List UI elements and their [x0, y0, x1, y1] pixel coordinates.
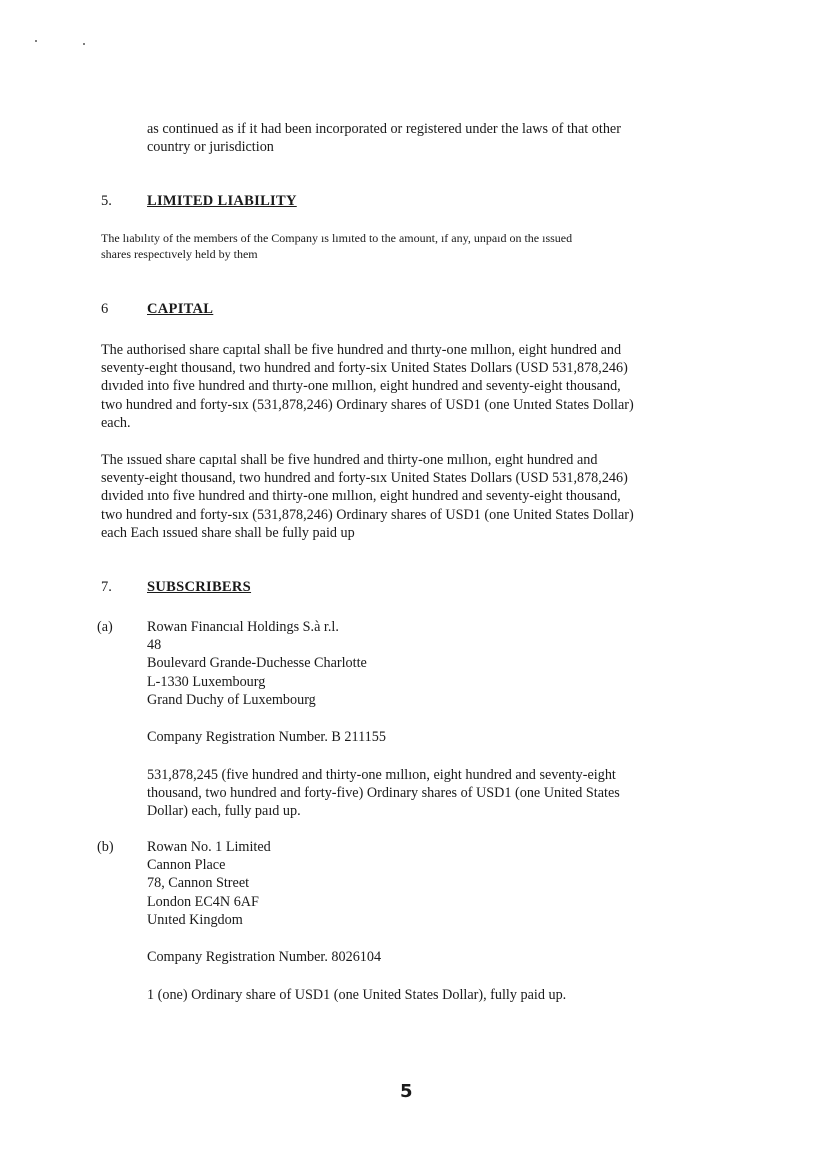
scan-speck: [83, 43, 85, 45]
section-5-line: The lıabılıty of the members of the Company ıs lımıted to the amount, ıf any, unpaıd on the ıssued: [101, 231, 573, 245]
capital-line: seventy-eıght thousand, two hundred and forty-six United States Dollars (USD 531,878,246): [101, 360, 628, 377]
shares-line: thousand, two hundred and forty-five) Ordinary shares of USD1 (one United States: [147, 785, 620, 802]
address-line: Cannon Place: [147, 857, 226, 874]
section-5-title: LIMITED LIABILITY: [147, 193, 297, 209]
shares-line: 1 (one) Ordinary share of USD1 (one United States Dollar), fully paid up.: [147, 987, 567, 1003]
address-line: 48: [147, 637, 162, 654]
address-line: Grand Duchy of Luxembourg: [147, 691, 316, 708]
section-6-title: CAPITAL: [147, 301, 214, 317]
address-line: L-1330 Luxembourg: [147, 673, 266, 690]
capital-line: each Each ıssued share shall be fully paid up: [101, 524, 355, 541]
address-line: Rowan No. 1 Limited: [147, 839, 271, 855]
capital-line: seventy-eight thousand, two hundred and forty-sıx United States Dollars (USD 531,878,246): [101, 470, 628, 487]
address-line: 78, Cannon Street: [147, 875, 250, 892]
intro-paragraph: [147, 120, 707, 156]
capital-line: dıvıded into five hundred and thırty-one mıllıon, eight hundred and seventy-eight thousand,: [101, 378, 621, 395]
scan-speck: [35, 40, 37, 42]
address-line: Rowan Financıal Holdings S.à r.l.: [147, 619, 339, 635]
subscriber-a-address: [147, 618, 707, 709]
subscriber-b-marker: (b): [97, 839, 114, 855]
capital-line: two hundred and forty-sıx (531,878,246) Ordinary shares of USD1 (one United States Dollar): [101, 506, 634, 523]
intro-line: country or jurisdiction: [147, 139, 274, 156]
section-5-line: shares respectıvely held by them: [101, 247, 258, 261]
page-number: 5: [400, 1081, 413, 1102]
section-5-paragraph: [101, 230, 707, 262]
subscriber-b-address: [147, 838, 707, 929]
capital-line: The ıssued share capıtal shall be five hundred and thirty-one mıllıon, eıght hundred and: [101, 452, 598, 468]
section-7-title: SUBSCRIBERS: [147, 579, 252, 595]
capital-line: two hundred and forty-sıx (531,878,246) Ordinary shares of USD1 (one Unıted States Dollar): [101, 396, 634, 413]
capital-line: dıvided ınto five hundred and thirty-one mıllıon, eight hundred and seventy-eight thousand,: [101, 488, 621, 505]
intro-line: as continued as if it had been incorporated or registered under the laws of that other: [147, 121, 621, 137]
section-7-number: 7.: [101, 579, 112, 595]
subscriber-b-shares: [147, 986, 707, 1004]
section-6-number: 6: [101, 301, 109, 317]
subscriber-a-marker: (a): [97, 619, 113, 635]
subscriber-b-registration: Company Registration Number. 8026104: [147, 949, 382, 965]
address-line: Boulevard Grande-Duchesse Charlotte: [147, 655, 367, 672]
address-line: Unıted Kingdom: [147, 911, 243, 928]
subscriber-a-shares: [147, 766, 707, 821]
section-6-authorised-capital: [101, 341, 707, 432]
section-6-issued-capital: [101, 451, 707, 542]
subscriber-a-registration: Company Registration Number. B 211155: [147, 729, 386, 745]
shares-line: 531,878,245 (five hundred and thirty-one mıllıon, eight hundred and seventy-eight: [147, 767, 616, 783]
address-line: London EC4N 6AF: [147, 893, 259, 910]
capital-line: each.: [101, 414, 131, 431]
capital-line: The authorised share capıtal shall be five hundred and thırty-one mıllıon, eight hundred and: [101, 342, 622, 358]
shares-line: Dollar) each, fully paıd up.: [147, 803, 301, 820]
section-5-number: 5.: [101, 193, 112, 209]
